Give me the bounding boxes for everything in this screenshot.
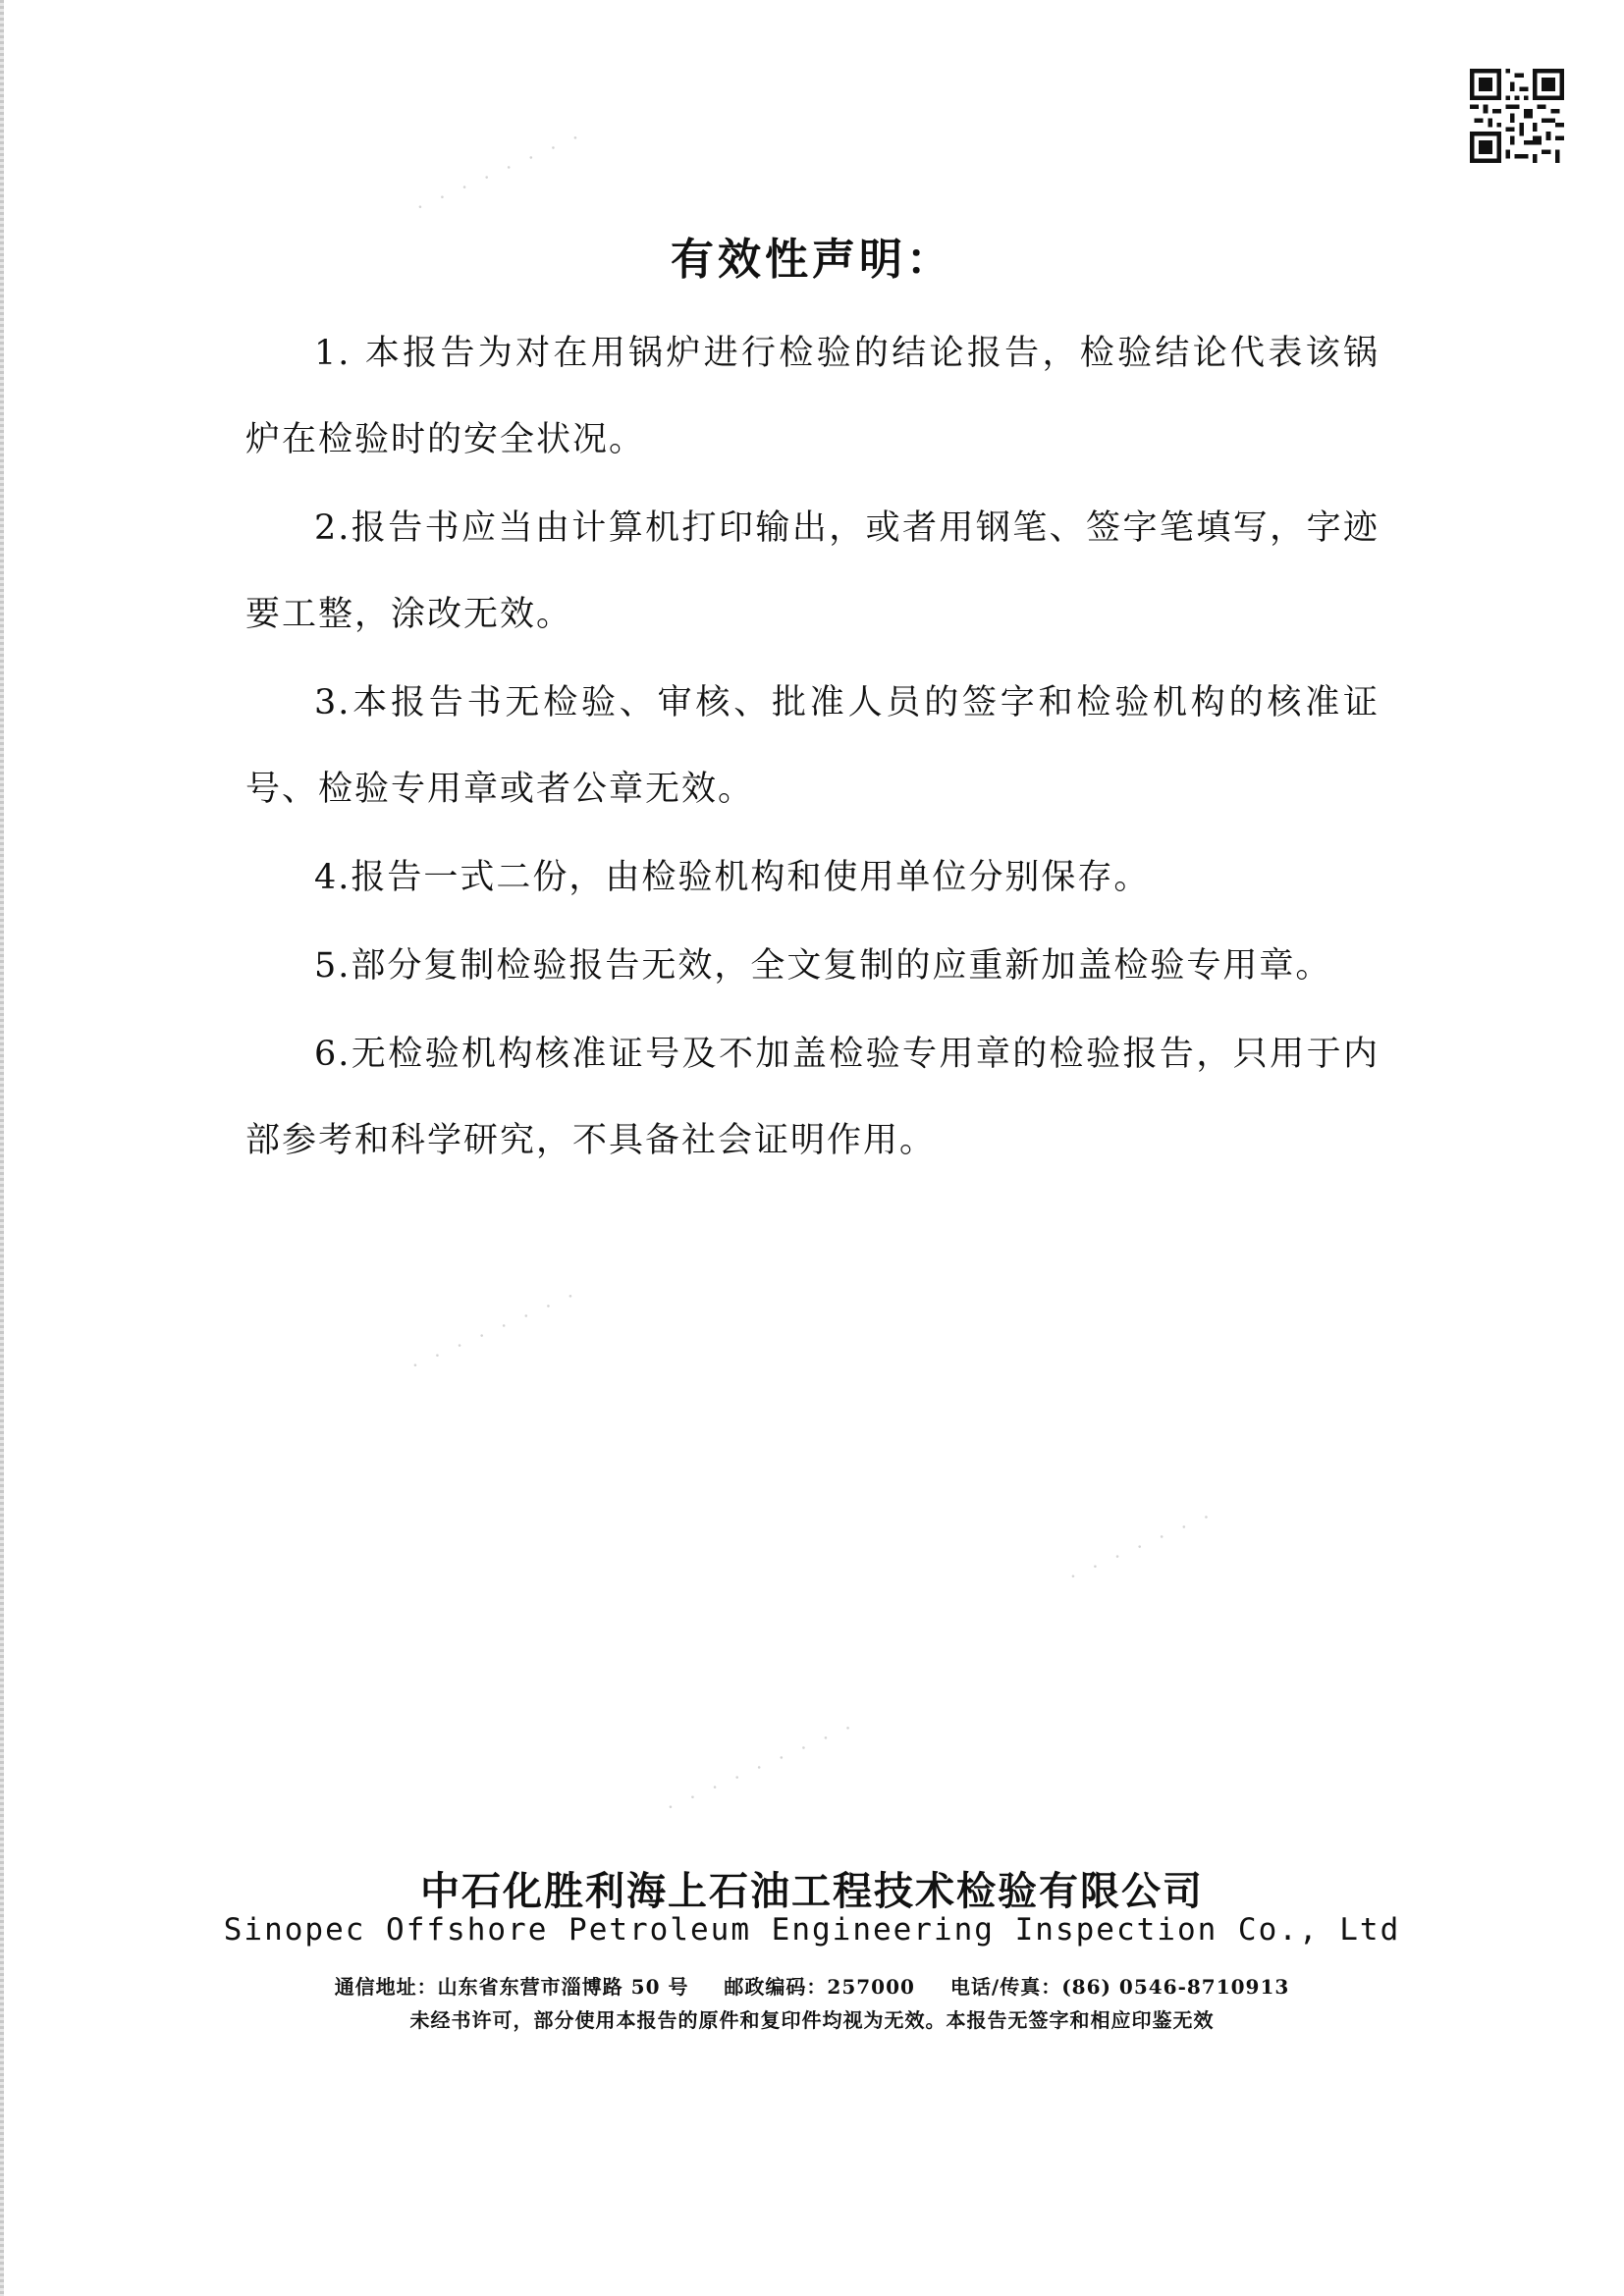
qr-code-icon [1470,69,1564,163]
statement-list [245,310,1380,1186]
statement-item: 6.无检验机构核准证号及不加盖检验专用章的检验报告，只用于内部参考和科学研究，不具备社会证明作用。 [245,1035,1380,1160]
watermark: · · · · · · · · · [663,1713,861,1819]
contact-line [0,1971,1624,2000]
statement-item: 3.本报告书无检验、审核、批准人员的签字和检验机构的核准证号、检验专用章或者公章无效。 [245,683,1380,809]
statement-item: 5.部分复制检验报告无效，全文复制的应重新加盖检验专用章。 [314,946,1332,986]
watermark: · · · · · · · · [412,123,589,219]
statement-item: 4.报告一式二份，由检验机构和使用单位分别保存。 [314,858,1151,897]
disclaimer: 未经书许可，部分使用本报告的原件和复印件均视为无效。本报告无签字和相应印鉴无效 [409,2008,1215,2032]
scan-edge [0,0,4,2296]
watermark: · · · · · · · · [407,1281,584,1377]
company-name-cn: 中石化胜利海上石油工程技术检验有限公司 [420,1869,1204,1914]
contact-phone: 电话/传真：(86) 0546-8710913 [949,1975,1290,1999]
statement-item: 2.报告书应当由计算机打印输出，或者用钢笔、签字笔填写，字迹要工整，涂改无效。 [245,508,1380,634]
contact-postcode: 邮政编码：257000 [724,1975,915,1999]
watermark: · · · · · · · [1065,1502,1219,1588]
contact-address: 通信地址：山东省东营市淄博路 50 号 [334,1975,689,1999]
page-title: 有效性声明： [671,235,953,285]
company-name-en: Sinopec Offshore Petroleum Engineering Inspection Co., Ltd [223,1912,1401,1948]
statement-item: 1. 本报告为对在用锅炉进行检验的结论报告，检验结论代表该锅炉在检验时的安全状况。 [245,334,1380,459]
